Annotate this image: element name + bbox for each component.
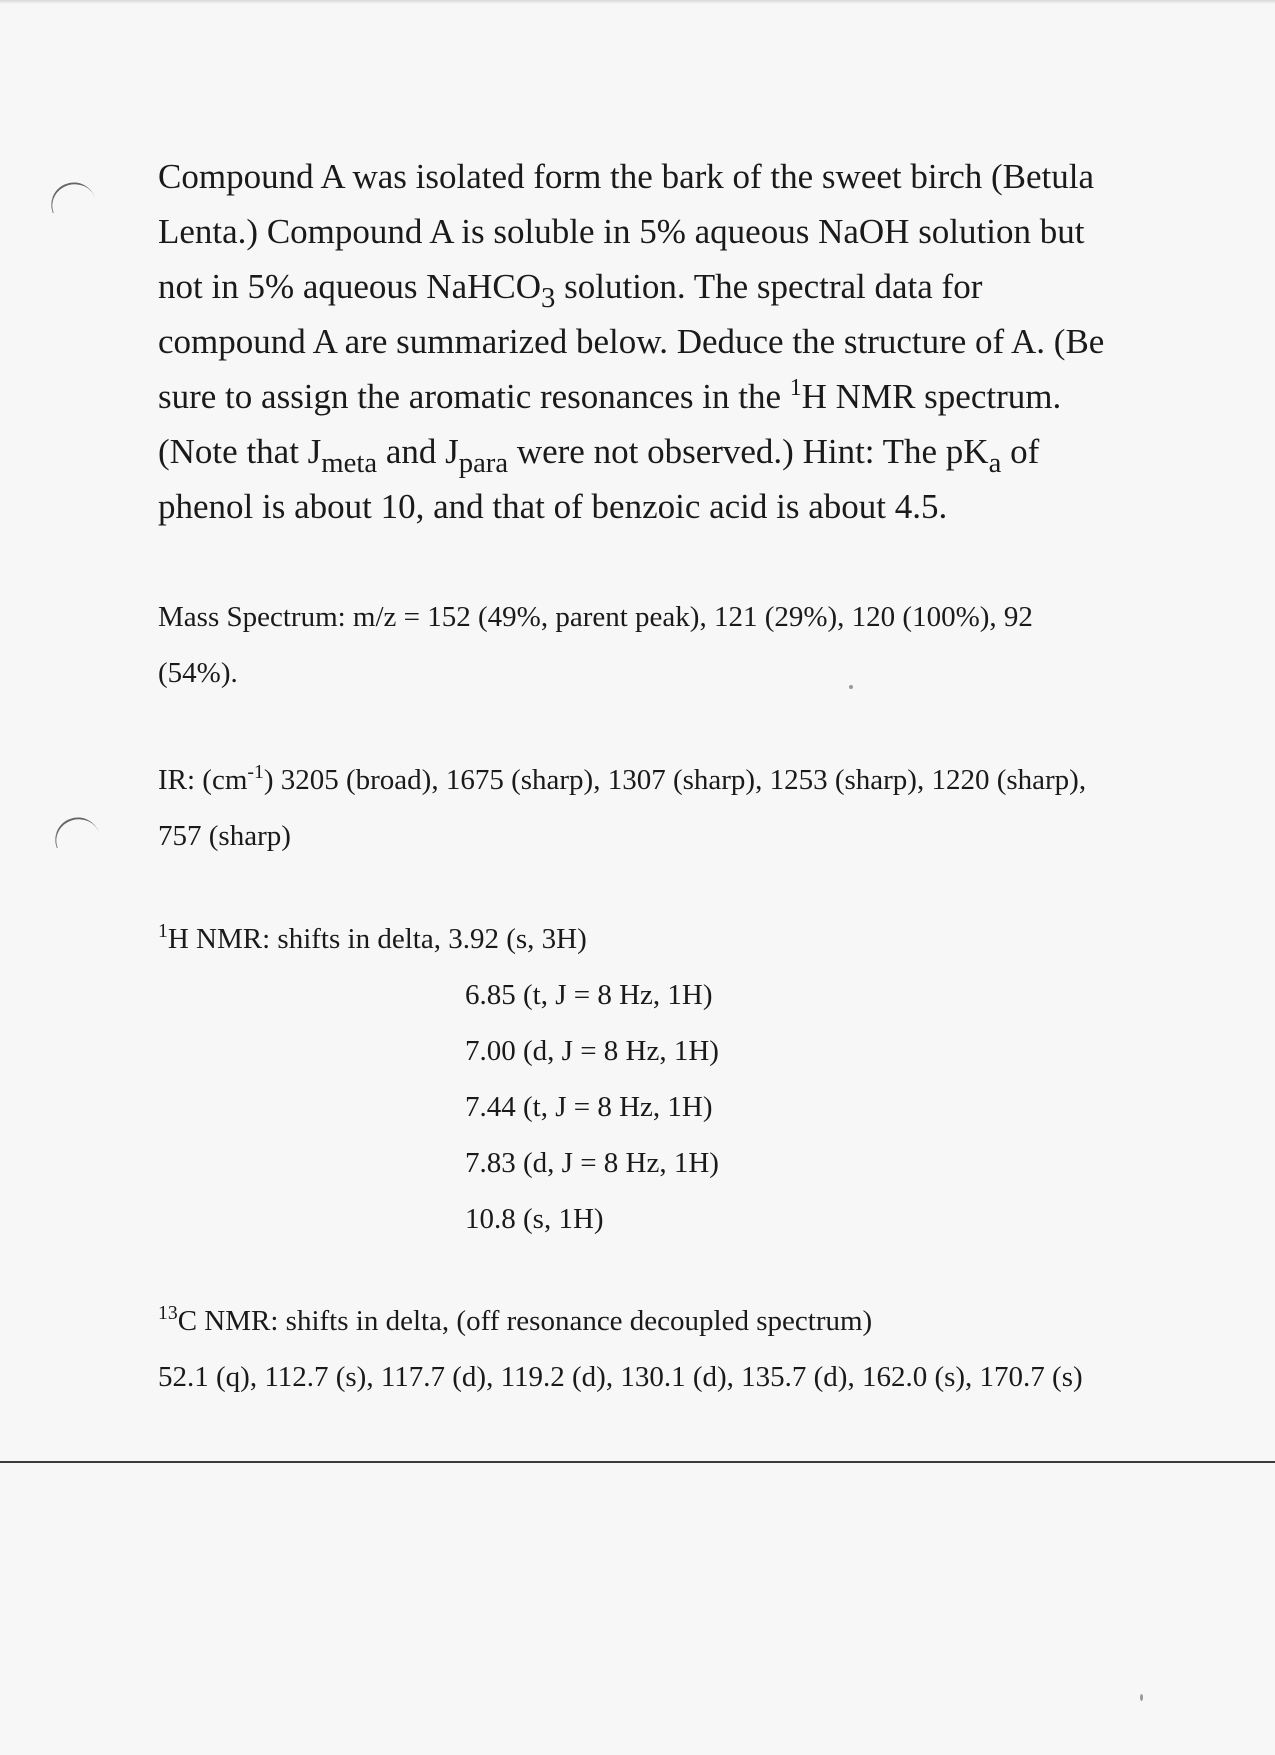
subscript: para: [458, 447, 509, 480]
superscript: -1: [247, 761, 264, 784]
subscript: meta: [321, 447, 378, 480]
h-nmr-peak: 10.8 (s, 1H): [465, 1203, 604, 1235]
page-cut-line: [0, 1461, 1275, 1463]
scan-speck: [849, 685, 853, 689]
problem-statement: [158, 149, 1238, 534]
c-nmr-shifts: 52.1 (q), 112.7 (s), 117.7 (d), 119.2 (d), 130.1 (d), 135.7 (d), 162.0 (s), 170.7 (s): [158, 1361, 1083, 1393]
subscript: 3: [541, 282, 556, 315]
text-run: IR: (cm: [158, 764, 248, 796]
text-run: sure to assign the aromatic resonances in the: [158, 377, 790, 416]
scan-speck: [1140, 1694, 1143, 1701]
ir-section: [158, 752, 1238, 864]
mass-spectrum-line: Mass Spectrum: m/z = 152 (49%, parent peak), 121 (29%), 120 (100%), 92: [158, 601, 1033, 633]
c-nmr-header: [158, 1293, 1238, 1349]
ir-line: 757 (sharp): [158, 820, 291, 852]
statement-line: [158, 259, 1238, 314]
text-run: of: [1001, 432, 1040, 471]
statement-line: [158, 424, 1238, 479]
text-run: were not observed.) Hint: The pK: [508, 432, 989, 471]
superscript: 1: [789, 374, 802, 401]
ir-line: [158, 752, 1238, 808]
mass-spectrum-line: (54%).: [158, 657, 238, 689]
punch-hole-mark: [49, 812, 99, 849]
text-run: H NMR spectrum.: [801, 377, 1062, 416]
statement-line: Compound A was isolated form the bark of the sweet birch (Betula: [158, 157, 1095, 196]
statement-line: Lenta.) Compound A is soluble in 5% aqueous NaOH solution but: [158, 212, 1085, 251]
text-run: (Note that J: [158, 432, 322, 471]
text-run: C NMR: shifts in delta, (off resonance decoupled spectrum): [177, 1305, 873, 1337]
text-run: ) 3205 (broad), 1675 (sharp), 1307 (sharp), 1253 (sharp), 1220 (sharp),: [263, 764, 1087, 796]
superscript: 13: [158, 1302, 178, 1325]
h-nmr-header: [158, 911, 1238, 967]
statement-line: [158, 369, 1238, 424]
h-nmr-peak: 7.83 (d, J = 8 Hz, 1H): [465, 1147, 719, 1179]
h-nmr-section: [158, 911, 1238, 1247]
statement-line: phenol is about 10, and that of benzoic acid is about 4.5.: [158, 487, 948, 526]
punch-hole-mark: [45, 177, 95, 214]
h-nmr-peak: 7.44 (t, J = 8 Hz, 1H): [465, 1091, 713, 1123]
text-run: and J: [377, 432, 459, 471]
text-run: solution. The spectral data for: [555, 267, 983, 306]
text-run: H NMR: shifts in delta, 3.92 (s, 3H): [167, 923, 587, 955]
page-top-edge: [0, 0, 1275, 4]
h-nmr-peak: 7.00 (d, J = 8 Hz, 1H): [465, 1035, 719, 1067]
c-nmr-section: [158, 1293, 1238, 1405]
subscript: a: [988, 447, 1002, 480]
mass-spectrum-section: [158, 589, 1238, 701]
text-run: not in 5% aqueous NaHCO: [158, 267, 542, 306]
statement-line: compound A are summarized below. Deduce the structure of A. (Be: [158, 322, 1105, 361]
h-nmr-peak: 6.85 (t, J = 8 Hz, 1H): [465, 979, 713, 1011]
superscript: 1: [158, 920, 168, 943]
